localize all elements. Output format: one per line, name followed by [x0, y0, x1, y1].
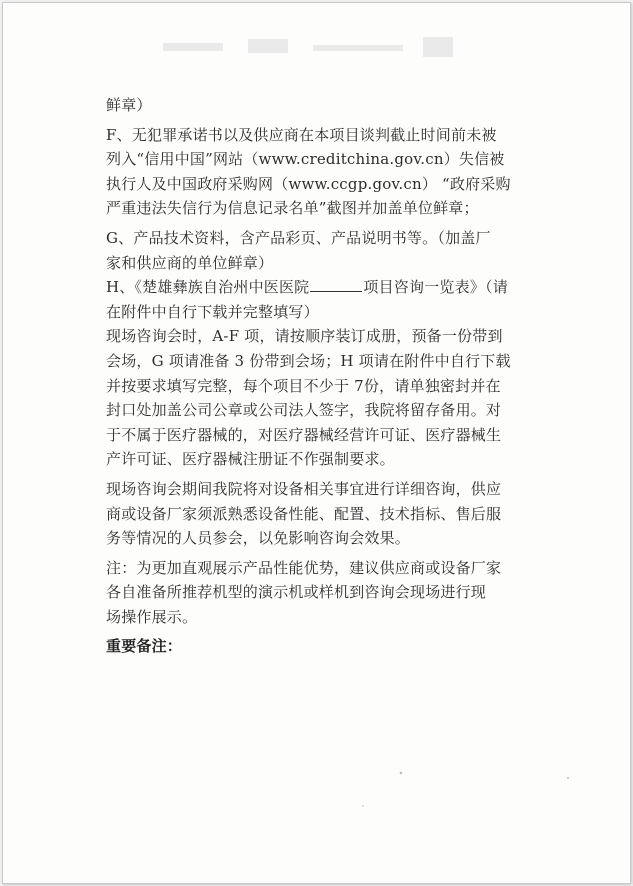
- text-line: 会场，G 项请准备 3 份带到会场；H 项请在附件中自行下载: [106, 351, 511, 370]
- text-line: 产许可证、医疗器械注册证不作强制要求。: [106, 450, 395, 469]
- text-line: G、产品技术资料，含产品彩页、产品说明书等。（加盖厂: [106, 228, 491, 247]
- item-h-line: [106, 275, 536, 300]
- document-body: [106, 93, 536, 659]
- text-line: 务等情况的人员参会，以免影响咨询会效果。: [106, 529, 411, 548]
- item-h-prefix: H、《楚雄彝族自治州中医医院: [106, 278, 310, 297]
- text-line: 现场咨询会时，A-F 项，请按顺序装订成册，预备一份带到: [106, 327, 503, 346]
- fill-in-blank: [310, 277, 362, 292]
- text-line: 并按要求填写完整，每个项目不少于 7份，请单独密封并在: [106, 376, 501, 395]
- item-h-suffix: 项目咨询一览表》（请: [363, 278, 508, 297]
- text-line: 执行人及中国政府采购网（www.ccgp.gov.cn） “政府采购: [106, 174, 511, 193]
- text-line: 于不属于医疗器械的，对医疗器械经营许可证、医疗器械生: [106, 425, 502, 444]
- speck-3: [362, 805, 364, 807]
- text-line: 列入“信用中国”网站（www.creditchina.gov.cn）失信被: [106, 150, 505, 169]
- text-line: 各自准备所推荐机型的演示机或样机到咨询会现场进行现: [106, 583, 487, 602]
- text-line: 家和供应商的单位鲜章）: [106, 253, 274, 272]
- text-line: 场操作展示。: [106, 607, 198, 626]
- text-line: 商或设备厂家须派熟悉设备性能、配置、技术指标、售后服: [106, 504, 502, 523]
- text-line: 鲜章）: [106, 96, 152, 114]
- text-line: 封口处加盖公司公章或公司法人签字，我院将留存备用。对: [106, 401, 502, 420]
- text-line: 在附件中自行下载并完整填写）: [106, 302, 319, 321]
- text-line: 注：为更加直观展示产品性能优势，建议供应商或设备厂家: [106, 558, 502, 577]
- speck-2: [567, 777, 569, 779]
- scanned-page: [2, 2, 631, 884]
- speck-1: [400, 772, 403, 775]
- text-line: F、无犯罪承诺书以及供应商在本项目谈判截止时间前未被: [106, 125, 497, 144]
- text-line: 现场咨询会期间我院将对设备相关事宜进行详细咨询，供应: [106, 479, 502, 498]
- text-line: 严重违法失信行为信息记录名单”截图并加盖单位鲜章；: [106, 199, 479, 218]
- important-notes-heading: 重要备注：: [106, 637, 183, 656]
